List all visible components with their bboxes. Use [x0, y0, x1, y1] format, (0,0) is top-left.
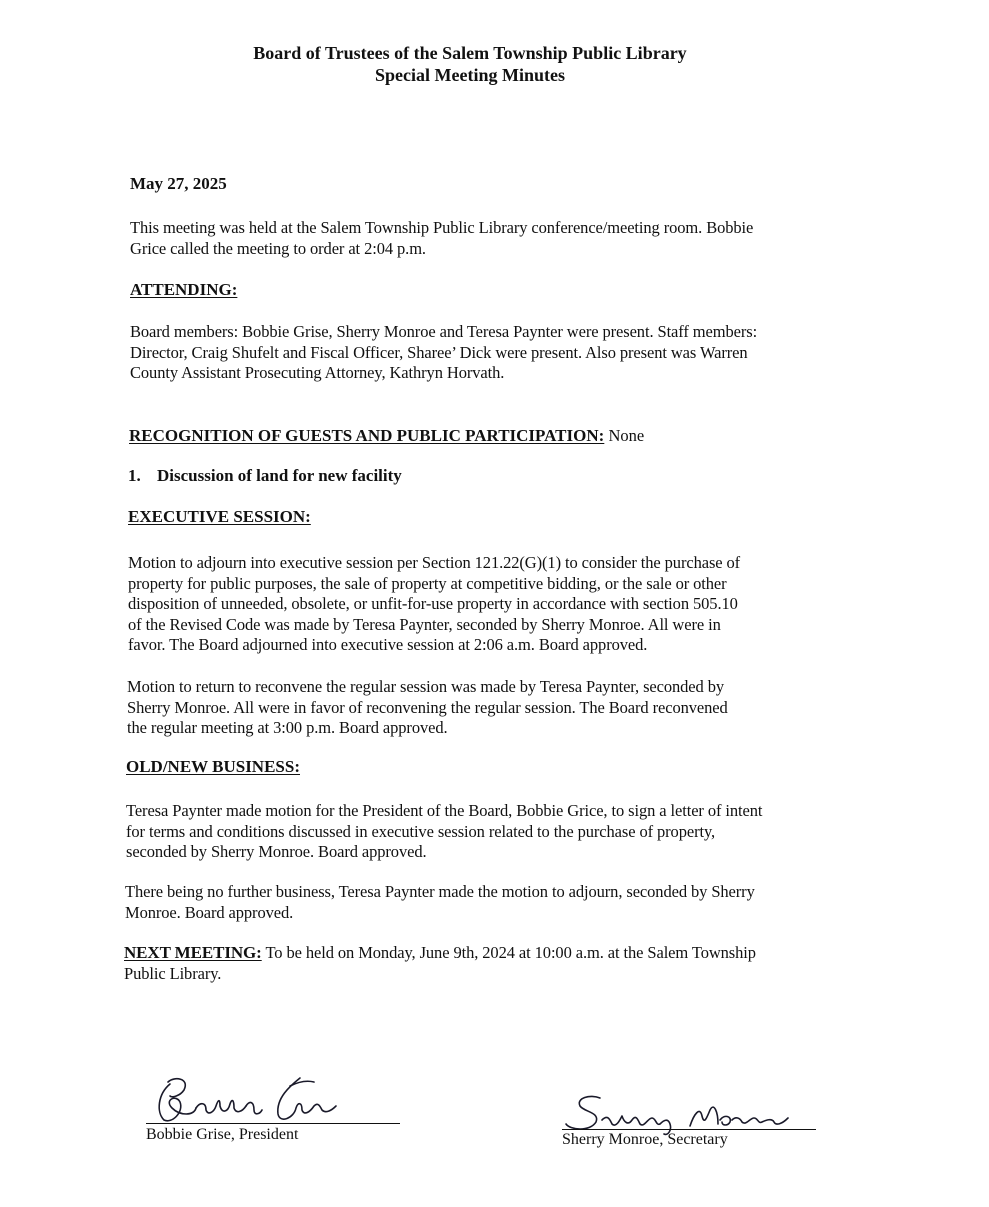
- agenda-item-text: Discussion of land for new facility: [157, 466, 402, 485]
- attending-line: Director, Craig Shufelt and Fiscal Officer, Sharee’ Dick were present. Also present was Warren: [130, 342, 748, 362]
- president-signature-line: [146, 1123, 400, 1124]
- executive-line: Motion to return to reconvene the regular session was made by Teresa Paynter, seconded by: [127, 677, 725, 696]
- next-meeting-paragraph: [124, 943, 756, 984]
- intro-line: Grice called the meeting to order at 2:04 p.m.: [130, 238, 426, 258]
- recognition-value: None: [604, 426, 645, 445]
- executive-line: favor. The Board adjourned into executive session at 2:06 a.m. Board approved.: [128, 635, 648, 654]
- business-line: for terms and conditions discussed in executive session related to the purchase of property,: [126, 821, 716, 841]
- business-line: There being no further business, Teresa Paynter made the motion to adjourn, seconded by Sherry: [125, 882, 755, 901]
- intro-paragraph: [130, 218, 753, 259]
- attending-line: County Assistant Prosecuting Attorney, Kathryn Horvath.: [130, 363, 505, 382]
- recognition-heading: RECOGNITION OF GUESTS AND PUBLIC PARTICIPATION:: [129, 426, 605, 445]
- secretary-signature-line: [562, 1129, 816, 1130]
- next-meeting-text: To be held on Monday, June 9th, 2024 at 10:00 a.m. at the Salem Township: [261, 943, 756, 962]
- intro-line: This meeting was held at the Salem Township Public Library conference/meeting room. Bobbie: [130, 218, 754, 237]
- executive-session-heading: EXECUTIVE SESSION:: [128, 507, 311, 526]
- business-line: Monroe. Board approved.: [125, 902, 294, 922]
- president-caption: Bobbie Grise, President: [146, 1126, 299, 1143]
- attending-paragraph: [130, 322, 757, 384]
- executive-line: property for public purposes, the sale of property at competitive bidding, or the sale or other: [128, 573, 727, 593]
- attending-line: Board members: Bobbie Grise, Sherry Monroe and Teresa Paynter were present. Staff members:: [130, 322, 758, 341]
- next-meeting-heading: NEXT MEETING:: [124, 943, 262, 962]
- secretary-caption: Sherry Monroe, Secretary: [562, 1131, 728, 1148]
- business-paragraph-2: [125, 882, 755, 923]
- next-meeting-line: [124, 943, 756, 964]
- executive-paragraph-2: [127, 677, 728, 739]
- executive-line: Motion to adjourn into executive session per Section 121.22(G)(1) to consider the purchase of: [128, 553, 741, 572]
- business-line: Teresa Paynter made motion for the President of the Board, Bobbie Grice, to sign a letter of intent: [126, 801, 763, 820]
- executive-line: of the Revised Code was made by Teresa Paynter, seconded by Sherry Monroe. All were in: [128, 614, 721, 634]
- document-title: Board of Trustees of the Salem Township Public Library: [253, 43, 687, 63]
- next-meeting-line: Public Library.: [124, 963, 222, 983]
- executive-line: Sherry Monroe. All were in favor of reconvening the regular session. The Board reconvened: [127, 697, 728, 717]
- document-subtitle: Special Meeting Minutes: [375, 65, 565, 85]
- agenda-item-1: [128, 466, 402, 486]
- meeting-date: May 27, 2025: [130, 174, 227, 193]
- executive-line: disposition of unneeded, obsolete, or unfit-for-use property in accordance with section 505.10: [128, 594, 738, 613]
- executive-paragraph-1: [128, 553, 740, 656]
- business-line: seconded by Sherry Monroe. Board approved.: [126, 842, 427, 861]
- recognition-section: [129, 426, 644, 446]
- business-heading: OLD/NEW BUSINESS:: [126, 757, 300, 776]
- agenda-item-number: 1.: [128, 466, 141, 485]
- business-paragraph-1: [126, 801, 762, 863]
- executive-line: the regular meeting at 3:00 p.m. Board approved.: [127, 718, 448, 737]
- attending-heading: ATTENDING:: [130, 280, 238, 299]
